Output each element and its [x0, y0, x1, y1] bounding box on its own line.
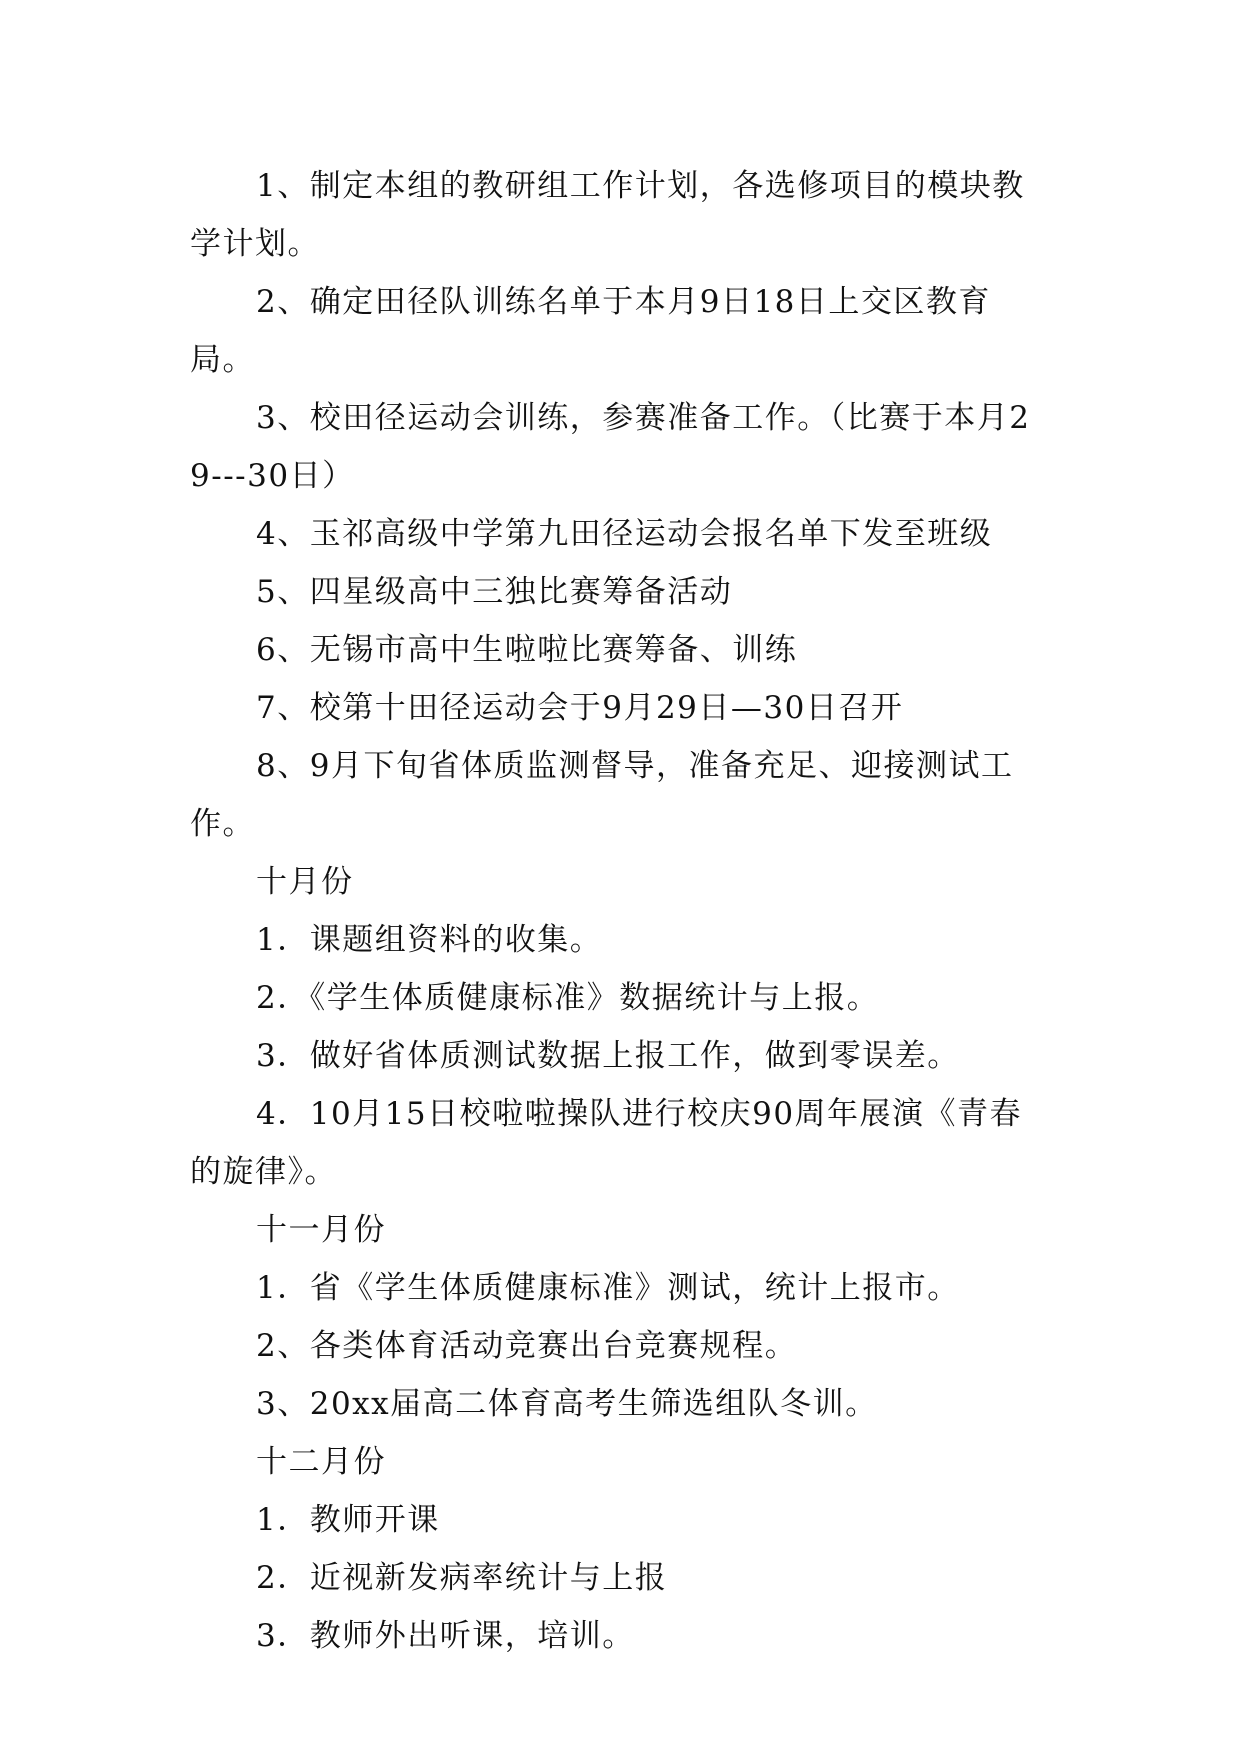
paragraph-december-item-2: 2．近视新发病率统计与上报: [256, 1560, 668, 1596]
heading-november: 十一月份: [256, 1212, 386, 1248]
paragraph-september-item-5: 5、四星级高中三独比赛筹备活动: [256, 574, 733, 610]
paragraph-september-item-1: 1、制定本组的教研组工作计划，各选修项目的模块教学计划。: [190, 168, 1025, 262]
paragraph-november-item-3: 3、20xx届高二体育高考生筛选组队冬训。: [256, 1386, 878, 1422]
paragraph-december-item-1: 1．教师开课: [256, 1502, 440, 1538]
paragraph-october-item-4: 4．10月15日校啦啦操队进行校庆90周年展演《青春的旋律》。: [190, 1096, 1023, 1190]
paragraph-september-item-3: 3、校田径运动会训练，参赛准备工作。（比赛于本月29---30日）: [190, 400, 1031, 494]
paragraph-september-item-6: 6、无锡市高中生啦啦比赛筹备、训练: [256, 632, 798, 668]
paragraph-november-item-1: 1．省《学生体质健康标准》测试，统计上报市。: [256, 1270, 960, 1306]
paragraph-november-item-2: 2、各类体育活动竞赛出台竞赛规程。: [256, 1328, 798, 1364]
heading-october: 十月份: [256, 864, 354, 900]
paragraph-september-item-4: 4、玉祁高级中学第九田径运动会报名单下发至班级: [256, 516, 993, 552]
paragraph-december-item-3: 3．教师外出听课，培训。: [256, 1618, 635, 1654]
paragraph-october-item-3: 3．做好省体质测试数据上报工作，做到零误差。: [256, 1038, 960, 1074]
heading-december: 十二月份: [256, 1444, 386, 1480]
paragraph-september-item-7: 7、校第十田径运动会于9月29日—30日召开: [256, 690, 904, 726]
document-body: [190, 157, 1050, 1665]
paragraph-september-item-2: 2、确定田径队训练名单于本月9日18日上交区教育局。: [190, 284, 991, 378]
paragraph-october-item-1: 1．课题组资料的收集。: [256, 922, 603, 958]
paragraph-september-item-8: 8、9月下旬省体质监测督导，准备充足、迎接测试工作。: [190, 748, 1014, 842]
paragraph-october-item-2: 2．《学生体质健康标准》数据统计与上报。: [256, 980, 880, 1016]
